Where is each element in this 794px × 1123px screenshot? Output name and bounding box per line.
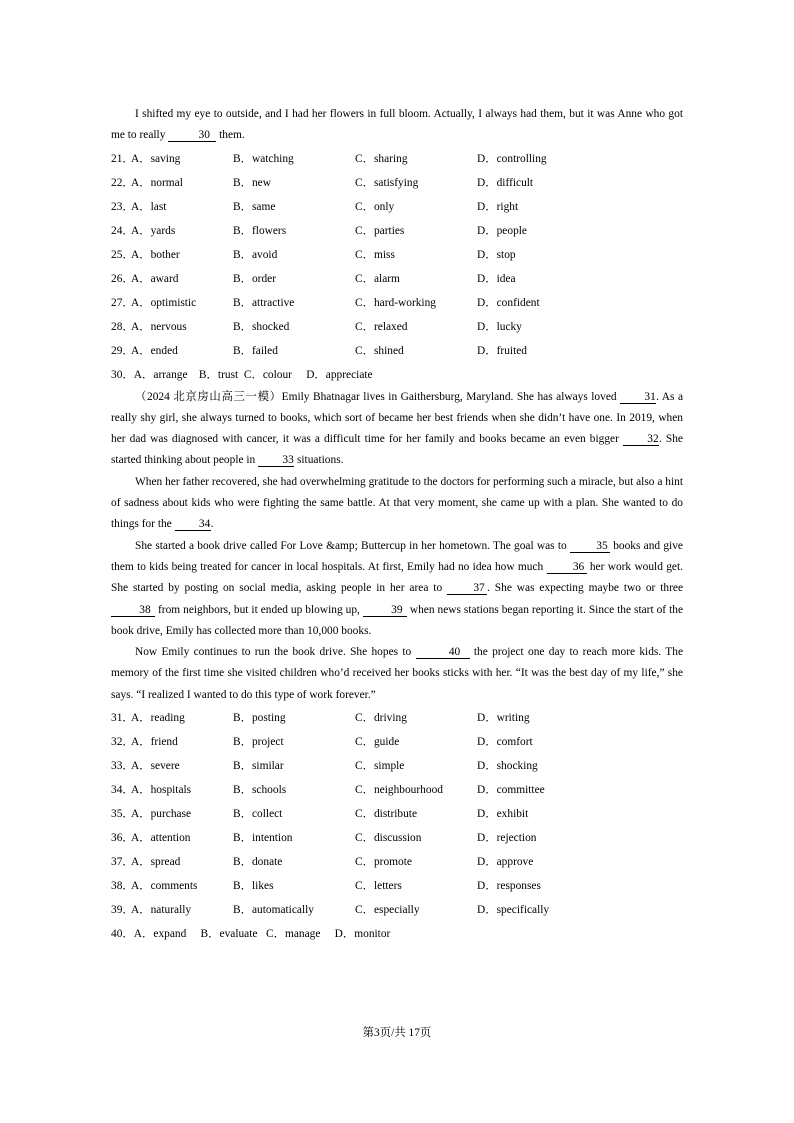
option-row: 28． A．nervous B．shocked C．relaxed D．lucky <box>111 320 522 333</box>
option-row: 29． A．ended B．failed C．shined D．fruited <box>111 344 527 357</box>
blank-38: 38 <box>111 604 155 617</box>
blank-34: 34 <box>175 518 211 531</box>
blank-30: 30 <box>168 129 216 142</box>
blank-40: 40 <box>416 646 470 659</box>
option-row-30: 30．A．arrange B．trust C．colour D．appreciate <box>111 368 373 381</box>
option-row: 26． A．award B．order C．alarm D．idea <box>111 272 516 285</box>
passage-2-para-1: （2024 北京房山高三一模）Emily Bhatnagar lives in Gaithersburg, Maryland. She has always loved 31. As a really shy girl, she always turned to books, which sort of became her best friends when she didn’t have one. In 2019, when her dad was diagnosed with cancer, it was a difficult time for her family and books became an even bigger 32. She started thinking about people in 33 situations. <box>111 390 684 467</box>
option-row: 31． A．reading B．posting C．driving D．writing <box>111 712 530 725</box>
option-row: 38． A．comments B．likes C．letters D．responses <box>111 880 541 893</box>
blank-36: 36 <box>547 561 587 574</box>
options-31-39 <box>111 706 683 946</box>
option-row: 36． A．attention B．intention C．discussion D．rejection <box>111 832 537 845</box>
page-content <box>111 104 683 946</box>
passage-2-para-3: She started a book drive called For Love &amp; Buttercup in her hometown. The goal was to 35 books and give them to kids being treated for cancer in local hospitals. At first, Emily had no idea how much 36 her work would get. She started by posting on social media, asking people in her area to 37 . She was expecting maybe two or three 38 from neighbors, but it ended up blowing up, 39 when news stations began reporting it. Since the start of the book drive, Emily has collected more than 10,000 books. <box>111 539 684 637</box>
option-row: 23． A．last B．same C．only D．right <box>111 200 519 213</box>
passage-2-para-2: When her father recovered, she had overwhelming gratitude to the doctors for performing such a miracle, but also a hint of sadness about kids who were fighting the same battle. At that very moment, she came up with a plan. She wanted to do things for the 34. <box>111 475 683 531</box>
option-row: 25． A．bother B．avoid C．miss D．stop <box>111 248 516 261</box>
blank-35: 35 <box>570 540 610 553</box>
option-row: 27． A．optimistic B．attractive C．hard-working D．confident <box>111 296 540 309</box>
passage-1-tail: I shifted my eye to outside, and I had her flowers in full bloom. Actually, I always had them, but it was Anne who got me to really 30 them. <box>111 108 683 142</box>
option-row-40: 40．A．expand B．evaluate C．manage D．monitor <box>111 928 391 941</box>
blank-37: 37 <box>447 582 487 595</box>
option-row: 22． A．normal B．new C．satisfying D．difficult <box>111 176 534 189</box>
option-row: 21． A．saving B．watching C．sharing D．controlling <box>111 152 547 165</box>
blank-31: 31 <box>620 391 656 404</box>
option-row: 24． A．yards B．flowers C．parties D．people <box>111 224 527 237</box>
blank-32: 32 <box>623 433 659 446</box>
option-row: 35． A．purchase B．collect C．distribute D．exhibit <box>111 808 529 821</box>
passage-2-para-4: Now Emily continues to run the book drive. She hopes to 40 the project one day to reach more kids. The memory of the first time she visited children who’d received her books sticks with her. “It was the best day of my life,” she says. “I realized I wanted to do this type of work forever.” <box>111 646 684 701</box>
option-row: 33． A．severe B．similar C．simple D．shocking <box>111 760 538 773</box>
blank-33: 33 <box>258 454 294 467</box>
option-row: 39． A．naturally B．automatically C．especially D．specifically <box>111 904 550 917</box>
option-row: 34． A．hospitals B．schools C．neighbourhood D．committee <box>111 784 545 797</box>
blank-39: 39 <box>363 604 407 617</box>
option-row: 37． A．spread B．donate C．promote D．approve <box>111 856 534 869</box>
page-footer: 第3页/共 17页 <box>362 1027 432 1039</box>
option-row: 32． A．friend B．project C．guide D．comfort <box>111 736 533 749</box>
options-21-29 <box>111 147 683 387</box>
